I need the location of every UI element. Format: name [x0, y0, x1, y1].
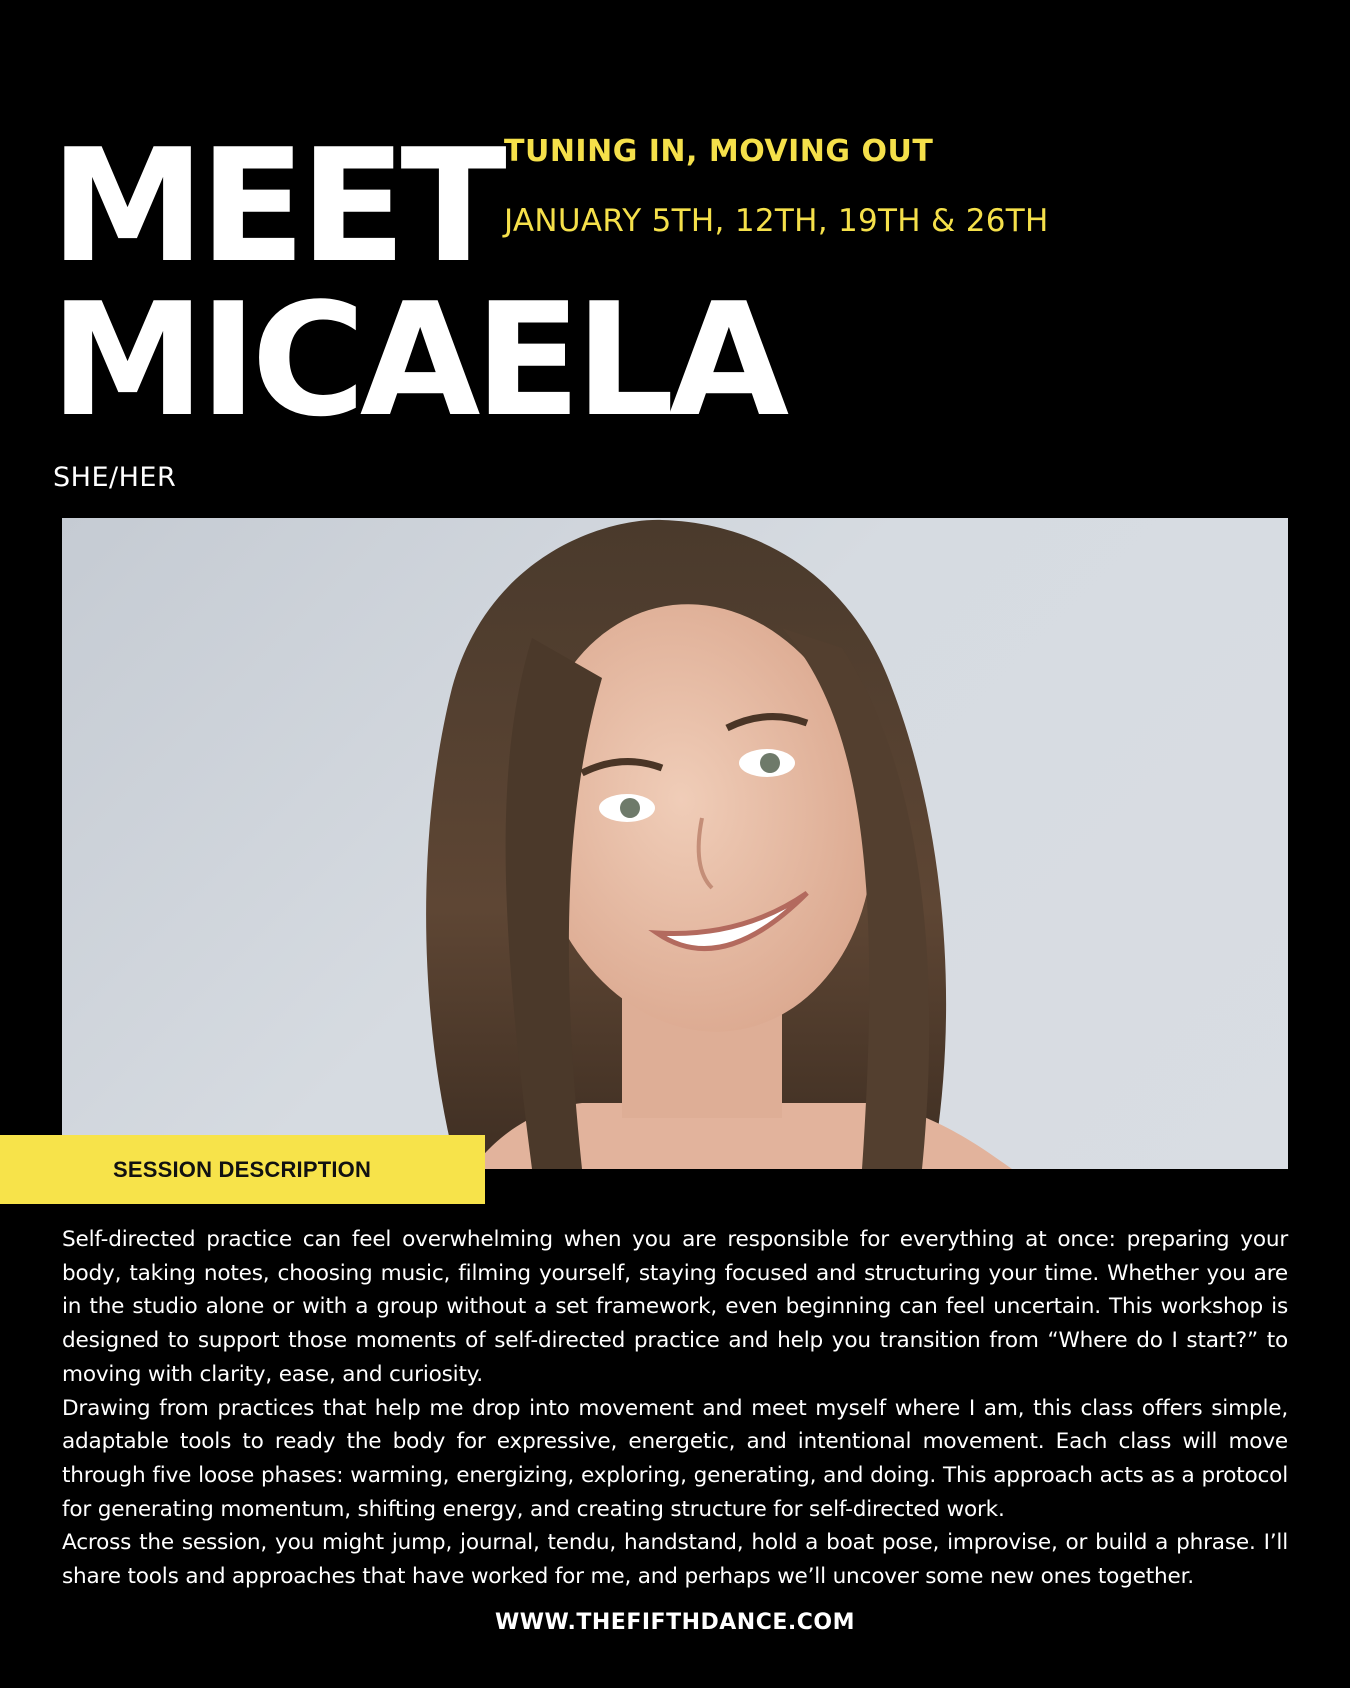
session-description [62, 1223, 1288, 1594]
website-link[interactable]: WWW.THEFIFTHDANCE.COM [495, 1610, 855, 1635]
section-tab [0, 1135, 485, 1204]
description-paragraph: Across the session, you might jump, journal, tendu, handstand, hold a boat pose, improvise, or build a phrase. I’ll share tools and approaches that have worked for me, and perhaps we’ll uncover some new ones together. [62, 1530, 1288, 1590]
pronouns: SHE/HER [53, 462, 177, 493]
description-paragraph: Self-directed practice can feel overwhelming when you are responsible for everything at once: preparing your body, taking notes, choosing music, filming yourself, staying focused and structuring your time. Whether you are in the studio alone or with a group without a set framework, even beginning can feel uncertain. This workshop is designed to support those moments of self-directed practice and help you transition from “Where do I start?” to moving with clarity, ease, and curiosity. [62, 1227, 1288, 1387]
section-description-label: SESSION DESCRIPTION [113, 1157, 372, 1182]
headline-meet: MEET [50, 115, 501, 297]
description-paragraph: Drawing from practices that help me drop into movement and meet myself where I am, this class offers simple, adaptable tools to ready the body for expressive, energetic, and intentional movement. Each class will move through five loose phases: warming, energizing, exploring, generating, and doing. This approach acts as a protocol for generating momentum, shifting energy, and creating structure for self-directed work. [62, 1395, 1288, 1522]
event-dates: JANUARY 5TH, 12TH, 19TH & 26TH [504, 203, 1049, 239]
event-title: TUNING IN, MOVING OUT [504, 134, 934, 169]
portrait-photo [62, 518, 1288, 1169]
headline-name: MICAELA [50, 269, 784, 451]
portrait-illustration [62, 518, 1288, 1169]
